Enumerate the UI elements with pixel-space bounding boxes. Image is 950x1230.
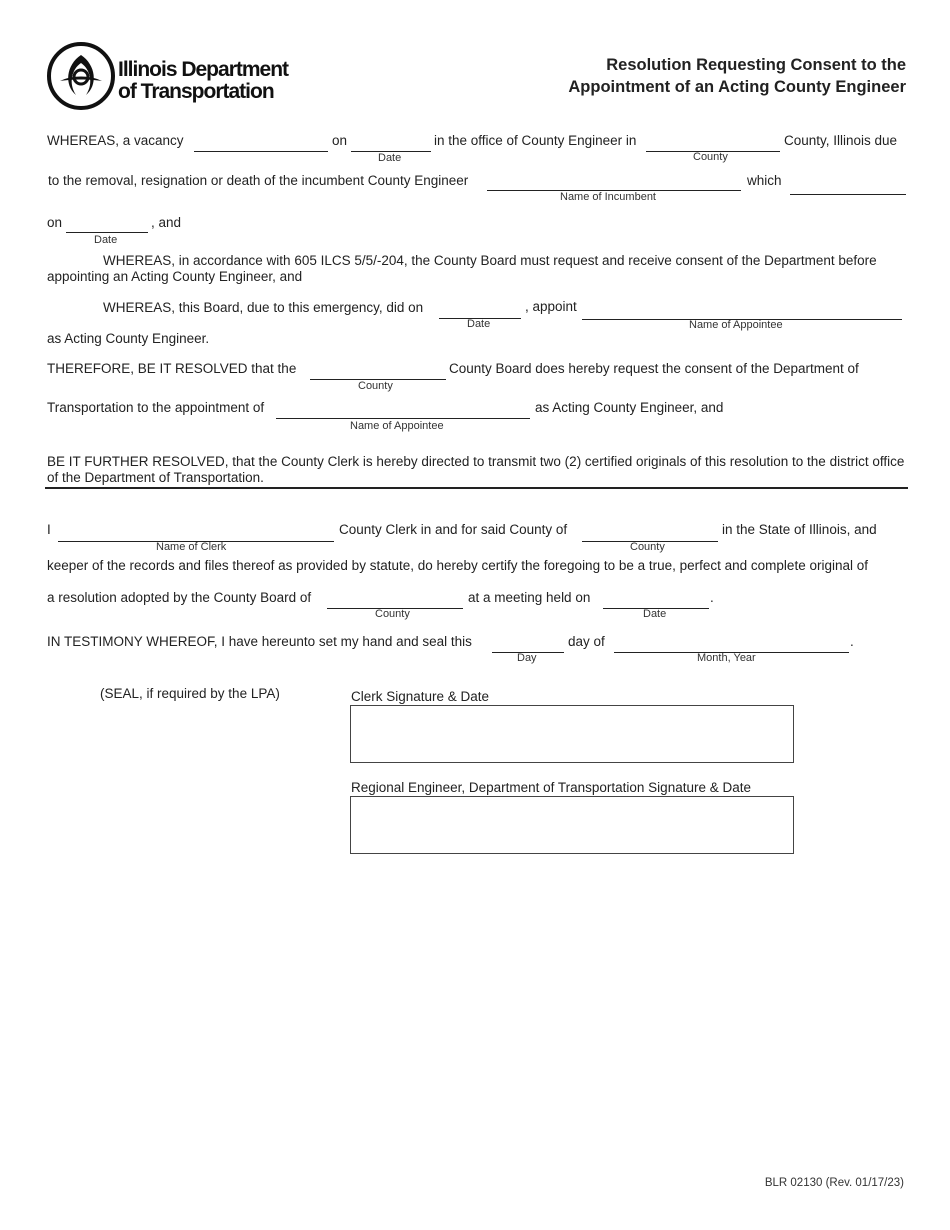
regional-engineer-signature-label: Regional Engineer, Department of Transportation Signature & Date <box>351 780 751 795</box>
appointee-line-2 <box>276 418 530 419</box>
period-2: . <box>850 634 854 649</box>
form-number: BLR 02130 (Rev. 01/17/23) <box>764 1177 904 1189</box>
month-year-caption: Month, Year <box>697 652 756 664</box>
incumbent-date-line <box>66 232 148 233</box>
meeting-held-text: at a meeting held on <box>468 590 591 605</box>
idot-logo <box>46 41 306 111</box>
incumbent-date-caption: Date <box>94 234 118 246</box>
on-text-1: on <box>332 133 348 148</box>
appoint-date-input[interactable] <box>439 302 521 318</box>
logo-line-1: Illinois Department <box>118 58 289 81</box>
incumbent-date-input[interactable] <box>66 216 148 232</box>
clerk-of-county-text: County Clerk in and for said County of <box>339 522 568 537</box>
office-text: in the office of County Engineer in <box>434 133 637 148</box>
county-illinois-text: County, Illinois due <box>784 133 898 148</box>
incumbent-caption: Name of Incumbent <box>560 191 656 203</box>
incumbent-input[interactable] <box>487 174 741 190</box>
and-text: , and <box>151 215 182 230</box>
clerk-name-caption: Name of Clerk <box>156 541 227 553</box>
whereas-statute-paragraph: WHEREAS, in accordance with 605 ILCS 5/5/-204, the County Board must request and receive consent of the Department before appointing an Acting County Engineer, and <box>47 253 877 284</box>
appoint-date-caption: Date <box>467 318 491 330</box>
month-year-input[interactable] <box>614 636 849 652</box>
clerk-name-input[interactable] <box>58 525 334 541</box>
form-title <box>568 54 906 98</box>
appointee-input-1[interactable] <box>582 303 902 319</box>
clerk-signature-box[interactable] <box>350 705 794 763</box>
appointee-caption-1: Name of Appointee <box>689 319 783 331</box>
transportation-appointment-text: Transportation to the appointment of <box>47 400 265 415</box>
cert-i-text: I <box>47 522 51 537</box>
vacancy-input[interactable] <box>194 135 328 151</box>
testimony-text: IN TESTIMONY WHEREOF, I have hereunto set my hand and seal this <box>47 634 472 649</box>
request-consent-text: County Board does hereby request the consent of the Department of <box>449 361 859 376</box>
appoint-text: , appoint <box>525 299 577 314</box>
board-county-input[interactable] <box>310 363 446 379</box>
regional-engineer-signature-box[interactable] <box>350 796 794 854</box>
day-of-text: day of <box>568 634 605 649</box>
idot-logo-icon <box>46 41 116 111</box>
board-county-caption: County <box>358 380 393 392</box>
which-line <box>790 194 906 195</box>
which-input[interactable] <box>790 178 906 194</box>
clerk-signature-label: Clerk Signature & Date <box>351 689 490 704</box>
meeting-date-input[interactable] <box>603 592 709 608</box>
form-title-line-2: Appointment of an Acting County Engineer <box>568 78 906 96</box>
appointee-caption-2: Name of Appointee <box>350 420 444 432</box>
acting-engineer-and-text: as Acting County Engineer, and <box>535 400 724 415</box>
adopting-county-caption: County <box>375 608 410 620</box>
further-resolved-paragraph: BE IT FURTHER RESOLVED, that the County Clerk is hereby directed to transmit two (2) certified originals of this resolution to the district office of the Department of Transportation. <box>47 454 905 485</box>
appointee-input-2[interactable] <box>276 402 530 418</box>
day-caption: Day <box>517 652 537 664</box>
vacancy-line <box>194 151 328 152</box>
therefore-text: THEREFORE, BE IT RESOLVED that the <box>47 361 297 376</box>
county-input-1[interactable] <box>646 135 780 151</box>
which-text: which <box>747 173 782 188</box>
resolution-adopted-text: a resolution adopted by the County Board of <box>47 590 312 605</box>
keeper-records-text: keeper of the records and files thereof as provided by statute, do hereby certify the foregoing to be a true, perfect and complete original of <box>47 558 868 573</box>
whereas-emergency-text: WHEREAS, this Board, due to this emergency, did on <box>103 300 424 315</box>
vacancy-date-caption: Date <box>378 152 402 164</box>
whereas-vacancy-text: WHEREAS, a vacancy <box>47 133 184 148</box>
day-input[interactable] <box>492 636 564 652</box>
adopting-county-input[interactable] <box>327 592 463 608</box>
period-1: . <box>710 590 714 605</box>
vacancy-date-input[interactable] <box>351 135 431 151</box>
acting-engineer-text: as Acting County Engineer. <box>47 331 210 346</box>
seal-note: (SEAL, if required by the LPA) <box>100 686 280 701</box>
clerk-county-input[interactable] <box>582 525 718 541</box>
state-illinois-text: in the State of Illinois, and <box>722 522 877 537</box>
on-text-2: on <box>47 215 63 230</box>
logo-line-2: of Transportation <box>118 80 274 103</box>
meeting-date-caption: Date <box>643 608 667 620</box>
section-divider <box>45 487 908 489</box>
form-title-line-1: Resolution Requesting Consent to the <box>606 56 906 74</box>
county-caption-1: County <box>693 151 728 163</box>
removal-text: to the removal, resignation or death of the incumbent County Engineer <box>48 173 469 188</box>
clerk-county-caption: County <box>630 541 665 553</box>
